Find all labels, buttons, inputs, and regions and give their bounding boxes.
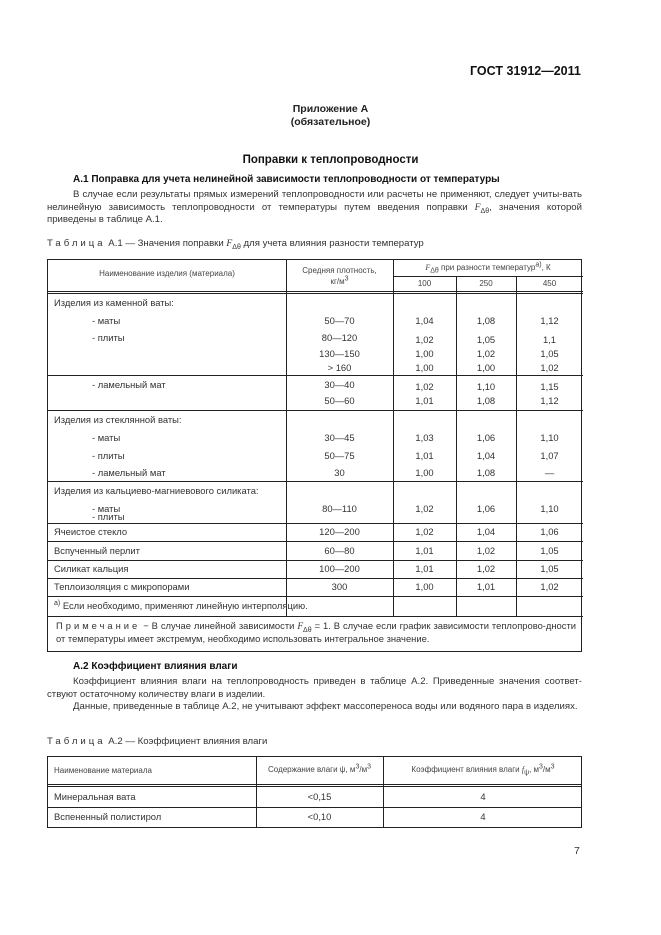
- row-density: 30—40: [324, 379, 355, 390]
- header-temp-450: 450: [542, 279, 557, 288]
- row-name: Вспученный перлит: [54, 545, 140, 556]
- row-value-100: 1,02: [415, 334, 434, 345]
- row-value-100: 1,01: [415, 450, 434, 461]
- table-a2: [47, 756, 582, 828]
- section-a2-heading: А.2 Коэффициент влияния влаги: [73, 661, 238, 672]
- row-value-250: 1,08: [476, 467, 496, 478]
- caption-label: Таблица: [47, 736, 106, 747]
- note-text: = 1. В случае если график зависимости теплопрово-дности от температуры имеет экстремум, необходимо использовать интегральное значение.: [56, 620, 576, 644]
- row-density: 120—200: [319, 526, 360, 537]
- f-subscript: Δθ: [430, 267, 439, 275]
- row-value-100: 1,00: [415, 467, 434, 478]
- paragraph-text: Коэффициент влияния влаги на теплопроводность приведен в таблице А.2. Приведенные значения соответ-ствуют остаточному количеству влаги в изделии.: [47, 676, 582, 700]
- caption-tail: для учета влияния разности температур: [240, 238, 424, 249]
- row-coefficient: 4: [480, 811, 486, 822]
- unit-text: /м: [359, 765, 368, 774]
- row-value-450: 1,05: [540, 545, 559, 556]
- row-value-250: 1,04: [476, 526, 496, 537]
- row-name: - ламельный мат: [92, 379, 166, 390]
- group-label: Изделия из кальциево-магниевового силиката:: [54, 485, 259, 496]
- unit-text: кг/м: [330, 277, 345, 286]
- row-value-450: 1,02: [540, 362, 559, 373]
- annex-heading: [0, 103, 661, 129]
- row-name: - маты: [92, 503, 121, 514]
- row-value-450: 1,15: [540, 381, 559, 392]
- row-name: - плиты: [92, 332, 125, 343]
- row-density: 50—70: [324, 315, 355, 326]
- row-name: Минеральная вата: [54, 791, 136, 802]
- row-value-100: 1,02: [415, 381, 434, 392]
- row-value-450: 1,02: [540, 581, 559, 592]
- row-value-100: 1,02: [415, 526, 434, 537]
- f-symbol: F: [425, 263, 431, 272]
- f-symbol: F: [226, 238, 233, 249]
- header-density: [286, 265, 393, 287]
- header-unit: , К: [541, 263, 551, 272]
- row-value-250: 1,08: [476, 315, 496, 326]
- f-subscript: Δθ: [480, 207, 490, 215]
- header-density-unit: [286, 276, 393, 287]
- row-value-450: —: [544, 467, 555, 478]
- row-moisture: <0,10: [307, 811, 332, 822]
- caption-label: Таблица: [47, 238, 106, 249]
- row-name: - маты: [92, 315, 121, 326]
- table-a1: [47, 259, 582, 652]
- header-coefficient: [383, 763, 583, 777]
- standard-code: ГОСТ 31912—2011: [470, 64, 581, 78]
- row-value-100: 1,04: [415, 315, 434, 326]
- row-name: Ячеистое стекло: [54, 526, 128, 537]
- footnote-mark: а): [54, 599, 61, 607]
- row-value-250: 1,02: [476, 348, 496, 359]
- footnote-ref: а): [535, 261, 542, 269]
- row-value-450: 1,10: [540, 432, 559, 443]
- row-value-450: 1,05: [540, 348, 559, 359]
- group-label: Изделия из каменной ваты:: [54, 297, 174, 308]
- row-density: 30—45: [324, 432, 355, 443]
- header-density-label: Средняя плотность,: [302, 266, 377, 275]
- row-value-100: 1,00: [415, 348, 434, 359]
- row-value-250: 1,05: [476, 334, 496, 345]
- row-value-250: 1,02: [476, 563, 496, 574]
- annex-status: (обязательное): [290, 116, 371, 128]
- annex-title: Приложение А: [292, 103, 369, 115]
- group-label: Изделия из стеклянной ваты:: [54, 414, 182, 425]
- row-coefficient: 4: [480, 791, 486, 802]
- header-text: при разности температур: [438, 263, 536, 272]
- paragraph-text: Данные, приведенные в таблице А.2, не учитывают эффект массопереноса воды или водяного пара в изделиях.: [73, 701, 578, 712]
- header-temp-100: 100: [417, 279, 432, 288]
- row-value-250: 1,02: [476, 545, 496, 556]
- row-value-450: 1,06: [540, 526, 559, 537]
- section-a1-heading: А.1 Поправка для учета нелинейной зависимости теплопроводности от температуры: [73, 174, 500, 185]
- section-a2-paragraph-2: [47, 701, 582, 714]
- row-name: - плиты: [92, 511, 125, 522]
- row-density: 50—60: [324, 395, 355, 406]
- footnote-text: Если необходимо, применяют линейную интерполяцию.: [60, 600, 308, 611]
- row-density: > 160: [327, 362, 352, 373]
- row-density: 50—75: [324, 450, 355, 461]
- page-title: Поправки к теплопроводности: [242, 154, 419, 166]
- row-value-250: 1,06: [476, 432, 496, 443]
- f-symbol: F: [297, 622, 304, 632]
- row-value-250: 1,08: [476, 395, 496, 406]
- row-density: 30: [334, 467, 345, 478]
- header-f-group: [393, 261, 583, 275]
- row-value-250: 1,04: [476, 450, 496, 461]
- table-footnote: [54, 600, 574, 612]
- row-value-450: 1,05: [540, 563, 559, 574]
- note-label: Примечание: [56, 620, 141, 631]
- note-text: − В случае линейной зависимости: [140, 620, 298, 631]
- row-name: - маты: [92, 432, 121, 443]
- paragraph-text: , значения которой приведены в таблице А.1.: [47, 201, 582, 226]
- row-value-250: 1,00: [476, 362, 496, 373]
- row-value-450: 1,10: [540, 503, 559, 514]
- row-value-250: 1,10: [476, 381, 496, 392]
- header-moisture: [256, 765, 383, 774]
- f-subscript: ψ: [524, 769, 530, 777]
- row-value-100: 1,03: [415, 432, 434, 443]
- unit-text: , м: [529, 765, 540, 774]
- row-value-100: 1,00: [415, 581, 434, 592]
- row-value-450: 1,12: [540, 315, 559, 326]
- section-a2-paragraph-1: [47, 676, 582, 701]
- unit-text: /м: [542, 765, 551, 774]
- table-note: [54, 620, 576, 645]
- row-density: 60—80: [324, 545, 355, 556]
- header-text: Коэффициент влияния влаги: [411, 765, 522, 774]
- unit-sup: 3: [539, 763, 543, 771]
- header-material: Наименование материала: [54, 766, 152, 775]
- caption-text: А.1 — Значения поправки: [108, 238, 227, 249]
- row-value-100: 1,00: [415, 362, 434, 373]
- row-value-450: 1,07: [540, 450, 559, 461]
- row-value-450: 1,12: [540, 395, 559, 406]
- unit-sup: 3: [344, 275, 349, 283]
- caption-text: А.2 — Коэффициент влияния влаги: [108, 736, 268, 747]
- row-name: - ламельный мат: [92, 467, 166, 478]
- row-name: Вспененный полистирол: [54, 811, 162, 822]
- unit-sup: 3: [355, 763, 360, 771]
- row-name: Силикат кальция: [54, 563, 129, 574]
- unit-sup: 3: [550, 763, 555, 771]
- row-density: 130—150: [319, 348, 360, 359]
- row-value-100: 1,01: [415, 545, 434, 556]
- table2-caption: [47, 736, 267, 747]
- unit-sup: 3: [367, 763, 371, 771]
- f-symbol: f: [521, 765, 525, 774]
- header-name: Наименование изделия (материала): [99, 269, 235, 278]
- section-a1-paragraph: [47, 189, 582, 227]
- f-subscript: Δθ: [303, 626, 312, 634]
- row-name: - плиты: [92, 450, 125, 461]
- row-density: 80—120: [321, 332, 358, 343]
- page-number: 7: [574, 845, 580, 857]
- table1-caption: [47, 238, 424, 249]
- row-density: 100—200: [319, 563, 360, 574]
- row-value-100: 1,01: [415, 563, 434, 574]
- f-subscript: Δθ: [232, 243, 241, 251]
- row-name: Теплоизоляция с микропорами: [54, 581, 190, 592]
- row-moisture: <0,15: [307, 791, 332, 802]
- f-symbol: F: [474, 201, 481, 213]
- paragraph-text: В случае если результаты прямых измерений теплопроводности или расчеты не применяют, следует учиты-вать нелинейную зависимость теплопроводности от температуры путем введения поправки: [47, 189, 582, 213]
- row-density: 80—110: [322, 503, 357, 514]
- row-density: 300: [331, 581, 348, 592]
- row-value-250: 1,01: [476, 581, 496, 592]
- row-value-450: 1,1: [542, 334, 557, 345]
- row-value-250: 1,06: [476, 503, 496, 514]
- row-value-100: 1,02: [415, 503, 434, 514]
- header-temp-250: 250: [479, 279, 493, 288]
- row-value-100: 1,01: [415, 395, 434, 406]
- header-text: Содержание влаги ψ, м: [268, 765, 356, 774]
